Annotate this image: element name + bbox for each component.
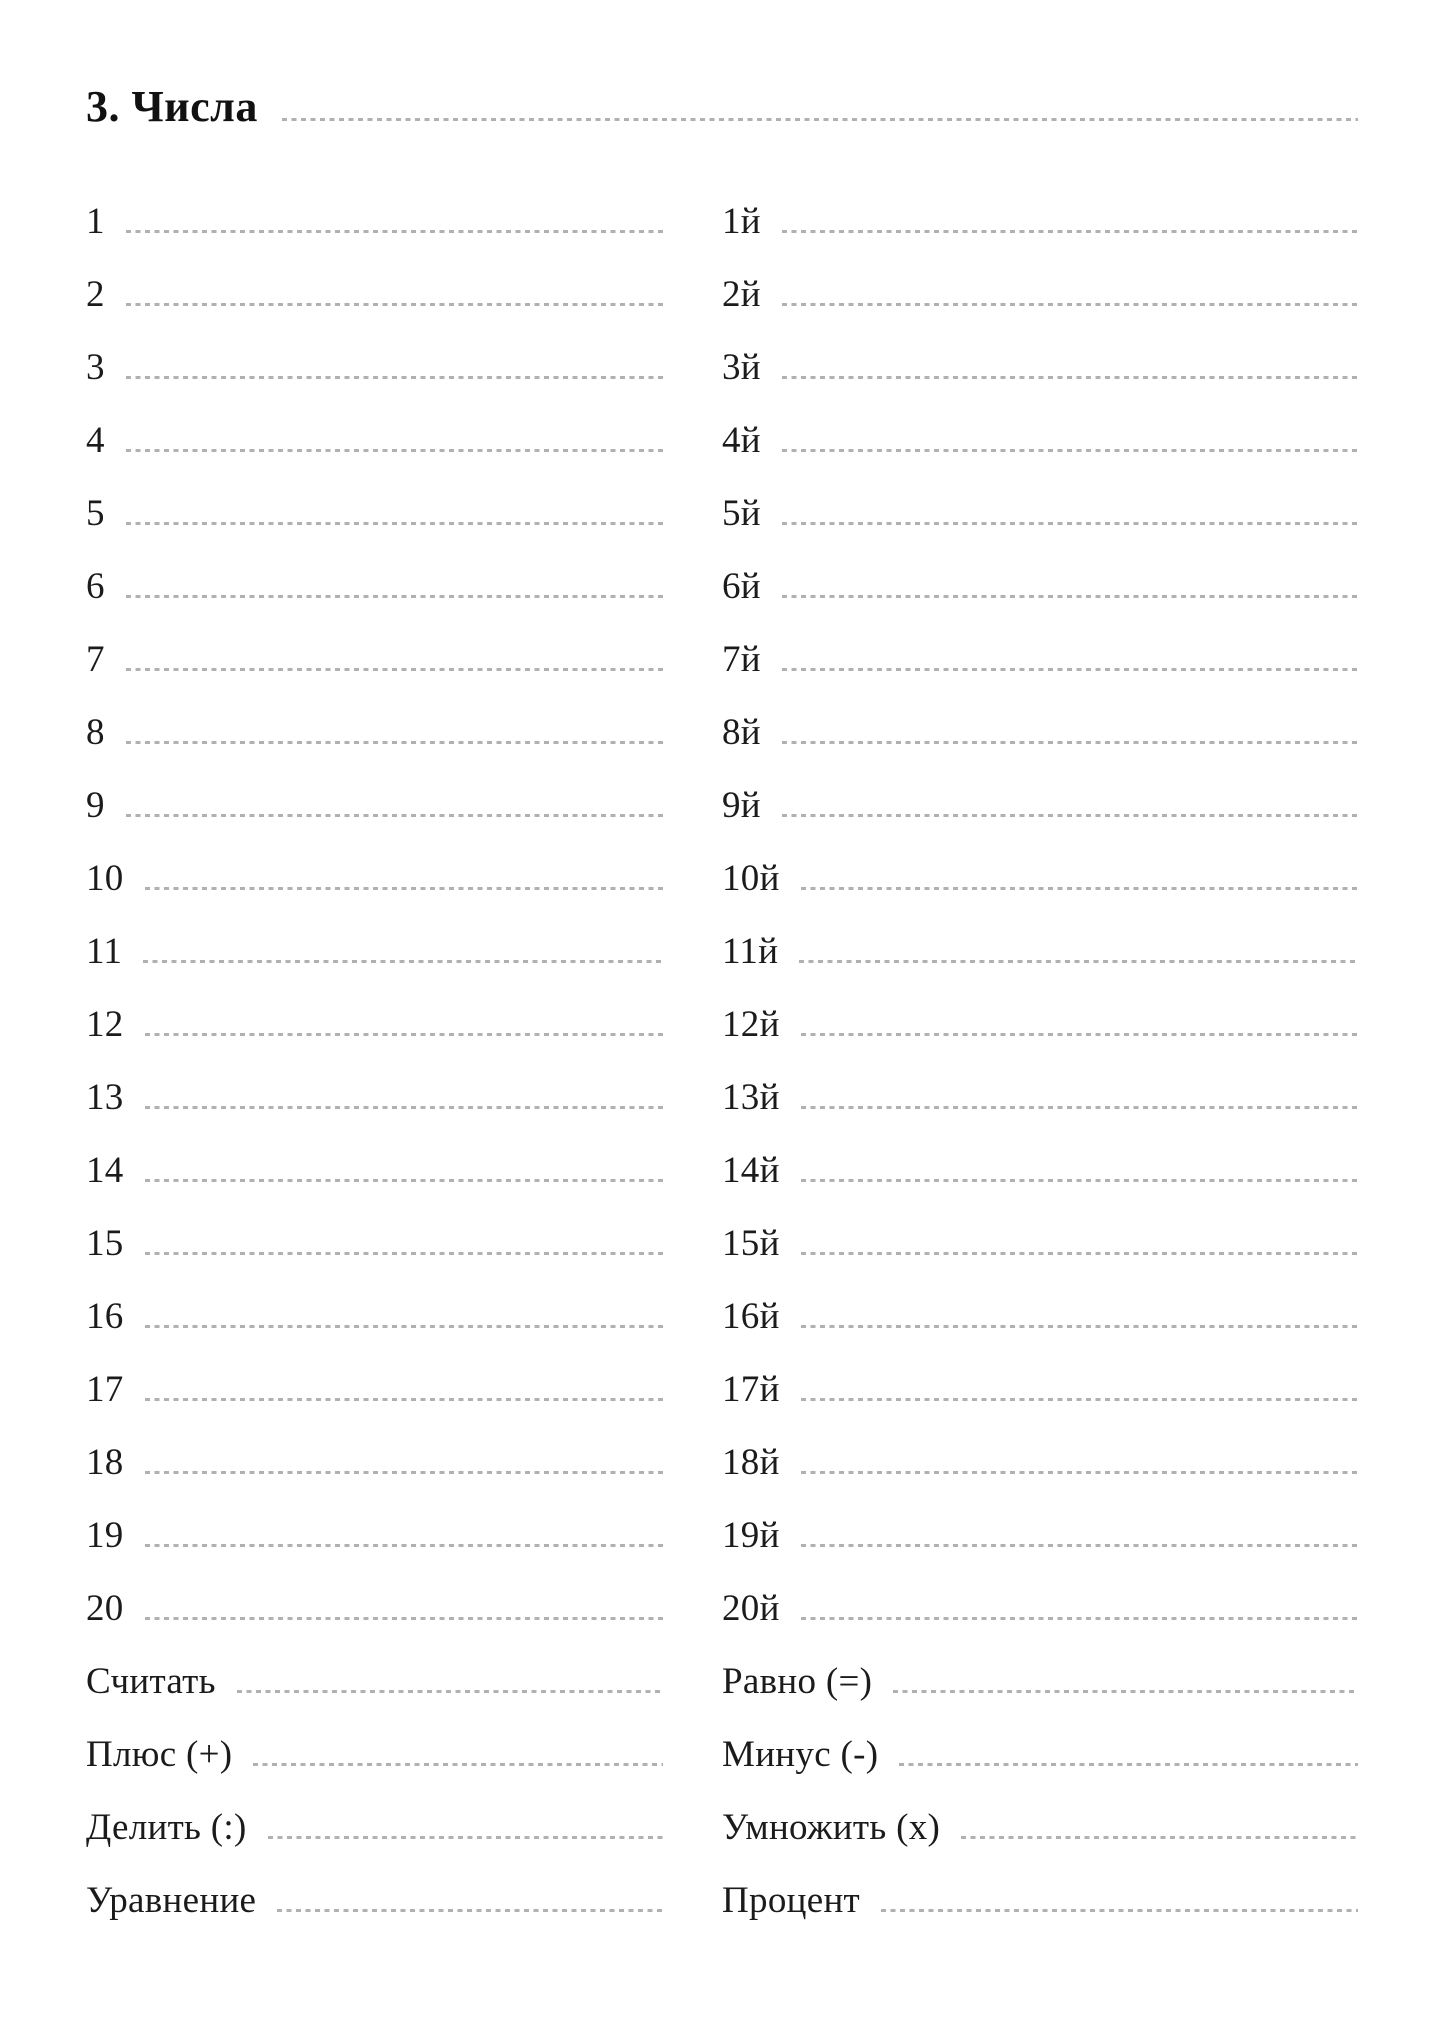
- row-label: 20й: [722, 1588, 780, 1629]
- row-label: 6: [86, 566, 105, 607]
- answer-blank-line: [801, 1544, 1358, 1547]
- row-label: 20: [86, 1588, 124, 1629]
- worksheet-row: [86, 494, 663, 534]
- worksheet-row: [722, 1516, 1358, 1556]
- worksheet-row: [86, 1881, 663, 1921]
- row-label: Равно (=): [722, 1661, 873, 1702]
- worksheet-row: [722, 1735, 1358, 1775]
- worksheet-row: [86, 348, 663, 388]
- row-label: 10: [86, 858, 124, 899]
- answer-blank-line: [126, 449, 663, 452]
- answer-blank-line: [899, 1763, 1358, 1766]
- row-label: 7й: [722, 639, 761, 680]
- answer-blank-line: [277, 1909, 663, 1912]
- worksheet-row: [722, 1224, 1358, 1264]
- row-label: 11й: [722, 931, 779, 972]
- answer-blank-line: [268, 1836, 663, 1839]
- row-label: 5: [86, 493, 105, 534]
- row-label: 13й: [722, 1077, 780, 1118]
- row-label: 3: [86, 347, 105, 388]
- row-label: 11: [86, 931, 123, 972]
- answer-blank-line: [145, 1106, 663, 1109]
- row-label: 15: [86, 1223, 124, 1264]
- answer-blank-line: [145, 1252, 663, 1255]
- answer-blank-line: [126, 595, 663, 598]
- answer-blank-line: [145, 1325, 663, 1328]
- worksheet-row: [722, 1151, 1358, 1191]
- worksheet-row: [86, 859, 663, 899]
- row-label: Умножить (x): [722, 1807, 941, 1848]
- answer-blank-line: [782, 522, 1358, 525]
- row-label: 2й: [722, 274, 761, 315]
- row-label: Делить (:): [86, 1807, 247, 1848]
- row-label: 18: [86, 1442, 124, 1483]
- row-label: Процент: [722, 1880, 861, 1921]
- worksheet-row: [86, 1224, 663, 1264]
- worksheet-row: [86, 567, 663, 607]
- answer-blank-line: [801, 1106, 1358, 1109]
- row-label: 13: [86, 1077, 124, 1118]
- answer-blank-line: [126, 741, 663, 744]
- row-label: 19: [86, 1515, 124, 1556]
- answer-blank-line: [801, 1471, 1358, 1474]
- worksheet-row: [722, 786, 1358, 826]
- worksheet-row: [86, 1370, 663, 1410]
- worksheet-row: [86, 1005, 663, 1045]
- worksheet-row: [86, 1735, 663, 1775]
- worksheet-row: [722, 713, 1358, 753]
- row-label: 10й: [722, 858, 780, 899]
- answer-blank-line: [126, 522, 663, 525]
- worksheet-row: [722, 859, 1358, 899]
- answer-blank-line: [126, 230, 663, 233]
- row-label: 14: [86, 1150, 124, 1191]
- worksheet-row: [722, 1881, 1358, 1921]
- worksheet-row: [722, 421, 1358, 461]
- worksheet-row: [86, 1297, 663, 1337]
- row-label: 18й: [722, 1442, 780, 1483]
- answer-blank-line: [782, 741, 1358, 744]
- row-label: Считать: [86, 1661, 216, 1702]
- worksheet-row: [86, 275, 663, 315]
- worksheet-row: [86, 421, 663, 461]
- answer-blank-line: [145, 1033, 663, 1036]
- worksheet-row: [722, 1808, 1358, 1848]
- worksheet-row: [722, 348, 1358, 388]
- row-label: 5й: [722, 493, 761, 534]
- answer-blank-line: [801, 1617, 1358, 1620]
- answer-blank-line: [782, 303, 1358, 306]
- answer-blank-line: [126, 376, 663, 379]
- worksheet-row: [722, 275, 1358, 315]
- row-label: Плюс (+): [86, 1734, 233, 1775]
- worksheet-row: [86, 932, 663, 972]
- answer-blank-line: [801, 1398, 1358, 1401]
- answer-blank-line: [145, 1544, 663, 1547]
- worksheet-row: [86, 1443, 663, 1483]
- row-label: 4: [86, 420, 105, 461]
- worksheet-row: [86, 1589, 663, 1629]
- worksheet-row: [86, 713, 663, 753]
- worksheet-row: [86, 1516, 663, 1556]
- worksheet-row: [722, 640, 1358, 680]
- worksheet-row: [722, 494, 1358, 534]
- row-label: 14й: [722, 1150, 780, 1191]
- worksheet-row: [722, 567, 1358, 607]
- row-label: 3й: [722, 347, 761, 388]
- row-label: 2: [86, 274, 105, 315]
- answer-blank-line: [801, 1252, 1358, 1255]
- answer-blank-line: [961, 1836, 1358, 1839]
- row-label: 9: [86, 785, 105, 826]
- row-label: 1й: [722, 201, 761, 242]
- page-header: [86, 0, 1358, 130]
- answer-blank-line: [126, 303, 663, 306]
- answer-blank-line: [799, 960, 1358, 963]
- answer-blank-line: [145, 887, 663, 890]
- left-column: [86, 202, 663, 1954]
- worksheet-columns: [86, 202, 1358, 1954]
- row-label: Уравнение: [86, 1880, 257, 1921]
- answer-blank-line: [126, 668, 663, 671]
- answer-blank-line: [801, 1033, 1358, 1036]
- answer-blank-line: [782, 814, 1358, 817]
- row-label: 6й: [722, 566, 761, 607]
- answer-blank-line: [145, 1471, 663, 1474]
- answer-blank-line: [893, 1690, 1358, 1693]
- answer-blank-line: [782, 230, 1358, 233]
- worksheet-row: [722, 1297, 1358, 1337]
- worksheet-row: [86, 1808, 663, 1848]
- row-label: 8й: [722, 712, 761, 753]
- row-label: 17й: [722, 1369, 780, 1410]
- answer-blank-line: [253, 1763, 663, 1766]
- worksheet-row: [722, 1370, 1358, 1410]
- row-label: Минус (-): [722, 1734, 879, 1775]
- answer-blank-line: [782, 449, 1358, 452]
- title-leader-line: [282, 118, 1358, 121]
- row-label: 16: [86, 1296, 124, 1337]
- answer-blank-line: [881, 1909, 1358, 1912]
- answer-blank-line: [782, 668, 1358, 671]
- worksheet-row: [722, 1078, 1358, 1118]
- answer-blank-line: [143, 960, 663, 963]
- right-column: [722, 202, 1358, 1954]
- answer-blank-line: [801, 1179, 1358, 1182]
- row-label: 8: [86, 712, 105, 753]
- answer-blank-line: [237, 1690, 663, 1693]
- answer-blank-line: [782, 376, 1358, 379]
- worksheet-row: [86, 640, 663, 680]
- row-label: 4й: [722, 420, 761, 461]
- row-label: 17: [86, 1369, 124, 1410]
- worksheet-row: [722, 1662, 1358, 1702]
- worksheet-row: [722, 1005, 1358, 1045]
- answer-blank-line: [145, 1179, 663, 1182]
- worksheet-row: [86, 1151, 663, 1191]
- row-label: 7: [86, 639, 105, 680]
- page-title: 3. Числа: [86, 82, 258, 131]
- answer-blank-line: [801, 887, 1358, 890]
- row-label: 9й: [722, 785, 761, 826]
- worksheet-row: [86, 786, 663, 826]
- row-label: 19й: [722, 1515, 780, 1556]
- worksheet-row: [722, 202, 1358, 242]
- worksheet-row: [722, 1443, 1358, 1483]
- worksheet-row: [86, 202, 663, 242]
- answer-blank-line: [145, 1617, 663, 1620]
- answer-blank-line: [126, 814, 663, 817]
- answer-blank-line: [145, 1398, 663, 1401]
- row-label: 12: [86, 1004, 124, 1045]
- worksheet-row: [86, 1078, 663, 1118]
- row-label: 12й: [722, 1004, 780, 1045]
- row-label: 15й: [722, 1223, 780, 1264]
- worksheet-row: [86, 1662, 663, 1702]
- worksheet-row: [722, 932, 1358, 972]
- row-label: 1: [86, 201, 105, 242]
- row-label: 16й: [722, 1296, 780, 1337]
- answer-blank-line: [801, 1325, 1358, 1328]
- answer-blank-line: [782, 595, 1358, 598]
- worksheet-row: [722, 1589, 1358, 1629]
